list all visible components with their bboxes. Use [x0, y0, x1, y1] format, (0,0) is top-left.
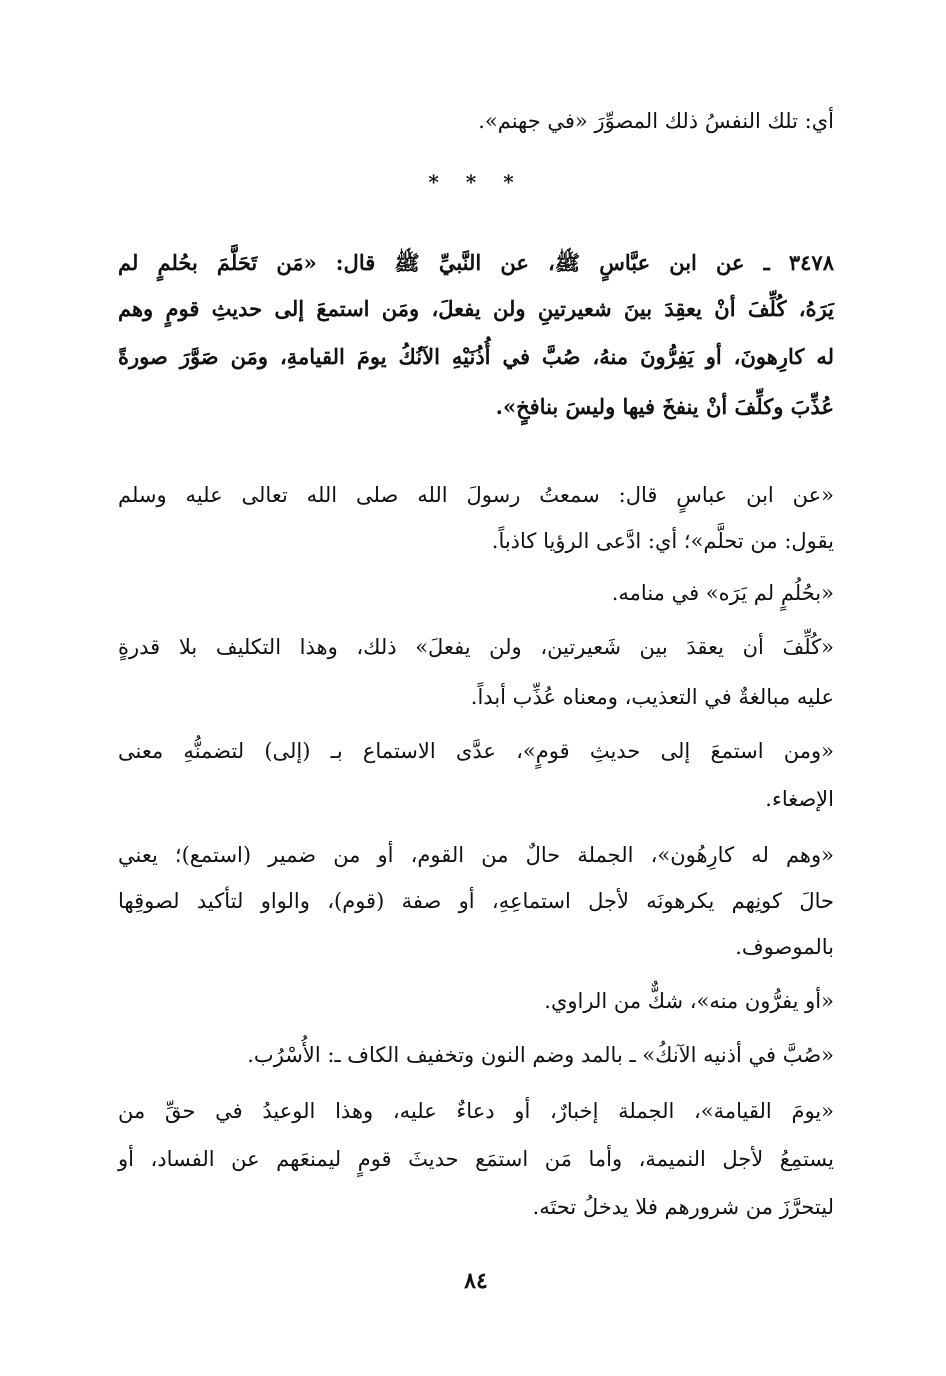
commentary-p3-line-2: عليه مبالغةٌ في التعذيب، ومعناه عُذِّب أبداً. — [470, 685, 834, 709]
opening-line: أي: تلك النفسُ ذلك المصوِّرَ «في جهنم». — [478, 109, 834, 133]
commentary-p8-line-2: يستمِعُ لأجل النميمة، وأما مَن استمَع حديثَ قومٍ ليمنعَهم عن الفساد، أو — [118, 1147, 834, 1171]
commentary-p4-line-2: الإصغاء. — [765, 787, 834, 811]
book-page — [118, 0, 834, 1376]
hadith-line-2: يَرَهُ، كُلِّفَ أنْ يعقِدَ بينَ شعيرتينِ ولن يفعلَ، ومَن استمعَ إلى حديثِ قومٍ وهم — [118, 296, 834, 321]
commentary-p1-line-1: «عن ابن عباسٍ قال: سمعتُ رسولَ الله صلى الله تعالى عليه وسلم — [118, 483, 834, 507]
commentary-p1-line-2: يقول: من تحلَّم»؛ أي: ادَّعى الرؤيا كاذباً. — [491, 529, 834, 553]
hadith-line-1: ٣٤٧٨ ـ عن ابن عبَّاسٍ ﷺ، عن النَّبيِّ ﷺ قال: «مَن تَحَلَّمَ بحُلمٍ لم — [118, 250, 834, 275]
hadith-line-4: عُذِّبَ وكلِّفَ أنْ ينفخَ فيها وليسَ بنافخٍ». — [495, 394, 834, 419]
section-separator: * * * — [428, 170, 524, 194]
commentary-p3-line-1: «كُلِّفَ أن يعقدَ بين شَعيرتين، ولن يفعلَ» ذلك، وهذا التكليف بلا قدرةٍ — [118, 635, 834, 659]
commentary-p5-line-3: بالموصوف. — [735, 935, 834, 959]
commentary-p8-line-3: ليتحرَّزَ من شرورهم فلا يدخلُ تحتَه. — [532, 1195, 834, 1219]
commentary-p7-line-1: «صُبَّ في أذنيه الآنكُ» ـ بالمد وضم النون وتخفيف الكاف ـ: الأُسْرُب. — [247, 1043, 834, 1067]
commentary-p5-line-1: «وهم له كارِهُون»، الجملة حالٌ من القوم، أو من ضمير (استمع)؛ يعني — [118, 843, 834, 867]
commentary-p5-line-2: حالَ كونِهم يكرهونَه لأجل استماعِهِ، أو صفة (قوم)، والواو لتأكيد لصوقِها — [118, 889, 834, 913]
hadith-line-3: له كارِهونَ، أو يَفِرُّونَ منهُ، صُبَّ في أُذُنَيْهِ الآنُكُ يومَ القيامةِ، ومَن صَوَّرَ صورةً — [118, 344, 834, 369]
page-number: ٨٤ — [464, 1268, 488, 1294]
commentary-p2-line-1: «بحُلُمٍ لم يَرَه» في منامه. — [611, 581, 834, 605]
commentary-p8-line-1: «يومَ القيامة»، الجملة إخبارٌ، أو دعاءٌ عليه، وهذا الوعيدُ في حقِّ من — [118, 1099, 834, 1123]
commentary-p6-line-1: «أو يفرُّون منه»، شكٌّ من الراوي. — [544, 989, 834, 1013]
commentary-p4-line-1: «ومن استمعَ إلى حديثِ قومٍ»، عدَّى الاستماع بـ (إلى) لتضمنُّهِ معنى — [118, 739, 834, 763]
